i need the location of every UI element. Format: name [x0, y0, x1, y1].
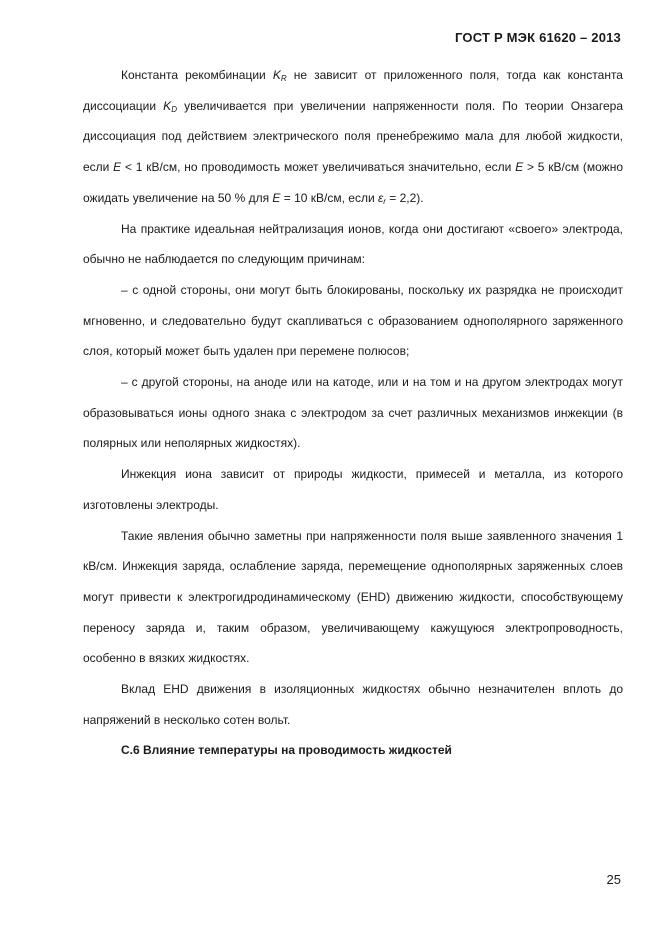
paragraph-neutralization: На практике идеальная нейтрализация ионов, когда они достигают «своего» электрода, обычно не наблюдается по следующим причинам: [83, 221, 623, 267]
paragraph-dissociation: Константа рекомбинации $K_R$ не зависит от приложенного поля, тогда как константа диссоциации $K_D$ увеличивается при увеличении напряженности поля. По теории Онзагера диссоциация под действием электрического поля пренебрежимо мала для любой жидкости, если E < 1 кВ/см, но проводимость может увеличиваться значительно, если E > 5 кВ/см (можно ожидать увеличение на 50 % для E = 10 кВ/см, если $\varepsilon_r = 2,2$). [83, 68, 623, 206]
page-number: 25 [606, 872, 621, 887]
document-header: ГОСТ Р МЭК 61620 – 2013 [455, 30, 621, 45]
paragraph-ehd-contribution: Вклад EHD движения в изоляционных жидкостях обычно незначителен вплоть до напряжений в несколько сотен вольт. [83, 682, 623, 727]
section-heading: С.6 Влияние температуры на проводимость жидкостей [121, 743, 452, 758]
paragraph-ion-injection: Инжекция иона зависит от природы жидкости, примесей и металла, из которого изготовлены электроды. [83, 467, 623, 512]
page-body [83, 60, 623, 766]
paragraph-ehd-effects: Такие явления обычно заметны при напряженности поля выше заявленного значения 1 кВ/см. Инжекция заряда, ослабление заряда, перемещение однополярных заряженных слоев могут привести к электрогидродинамическому (EHD) движению жидкости, способствующему переносу заряда и, таким образом, увеличивающему кажущуюся электропроводность, особенно в вязких жидкостях. [83, 528, 623, 666]
paragraph-blocking: – с одной стороны, они могут быть блокированы, поскольку их разрядка не происходит мгновенно, и следовательно будут скапливаться с образованием однополярного заряженного слоя, который может быть удален при перемене полюсов; [83, 282, 623, 359]
paragraph-injection-mechanisms: – с другой стороны, на аноде или на катоде, или и на том и на другом электродах могут образовываться ионы одного знака с электродом за счет различных механизмов инжекции (в полярных или неполярных жидкостях). [83, 375, 623, 451]
